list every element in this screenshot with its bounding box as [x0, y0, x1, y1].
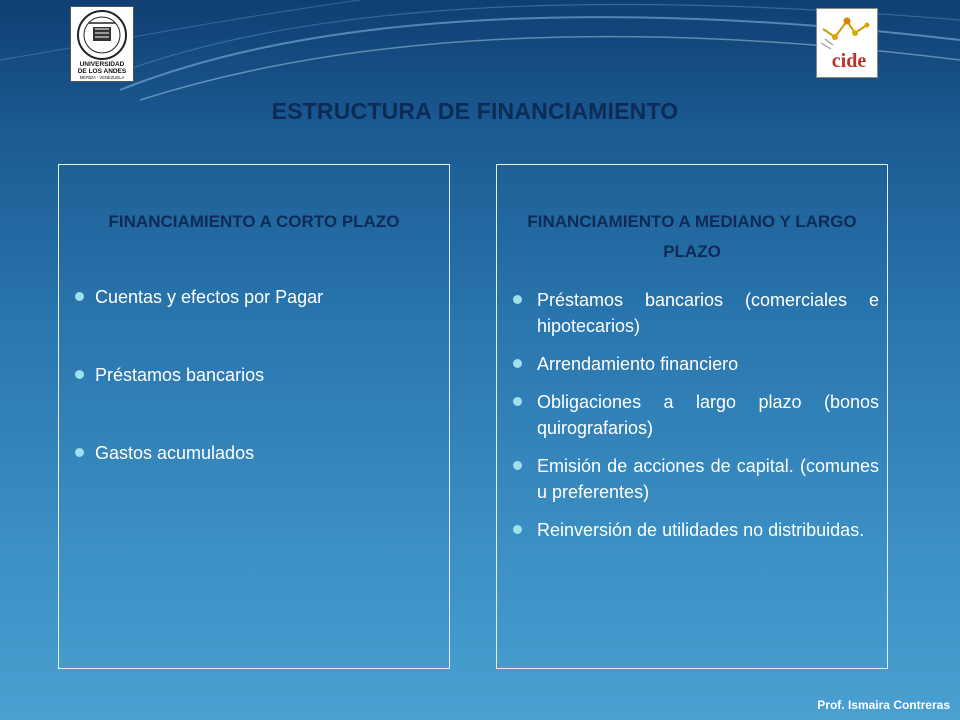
- university-name-line3: MÉRIDA - VENEZUELA: [79, 75, 125, 80]
- short-term-list: [59, 285, 449, 465]
- list-item-text: Préstamos bancarios: [95, 365, 265, 385]
- bullet-icon: [75, 448, 84, 457]
- list-item: [513, 517, 879, 543]
- cide-logo: [816, 8, 878, 78]
- list-item-text: Préstamos bancarios (comerciales e hipotecarios): [537, 290, 879, 336]
- university-seal-icon: [71, 7, 133, 81]
- list-item: [513, 287, 879, 339]
- list-item: [513, 351, 879, 377]
- list-item-text: Gastos acumulados: [95, 443, 255, 463]
- bullet-icon: [513, 295, 522, 304]
- author-footer: Prof. Ismaira Contreras: [817, 698, 950, 712]
- short-term-panel: [58, 164, 450, 669]
- list-item-text: Cuentas y efectos por Pagar: [95, 287, 324, 307]
- bullet-icon: [75, 370, 84, 379]
- list-item: [75, 441, 449, 465]
- list-item: [513, 389, 879, 441]
- bullet-icon: [513, 359, 522, 368]
- list-item-text: Obligaciones a largo plazo (bonos quirografarios): [537, 392, 879, 438]
- cide-logo-icon: [817, 9, 877, 77]
- bullet-icon: [513, 461, 522, 470]
- long-term-panel: [496, 164, 888, 669]
- long-term-list: [497, 287, 887, 543]
- cide-logo-text: cide: [831, 50, 867, 72]
- list-item: [513, 453, 879, 505]
- list-item-text: Arrendamiento financiero: [537, 354, 739, 374]
- bullet-icon: [75, 292, 84, 301]
- university-logo: [70, 6, 134, 82]
- list-item-text: Emisión de acciones de capital. (comunes u preferentes): [537, 456, 879, 502]
- bullet-icon: [513, 525, 522, 534]
- list-item: [75, 285, 449, 309]
- list-item-text: Reinversión de utilidades no distribuidas.: [537, 520, 865, 540]
- long-term-heading: FINANCIAMIENTO A MEDIANO Y LARGO PLAZO: [527, 212, 857, 261]
- slide-title: ESTRUCTURA DE FINANCIAMIENTO: [271, 98, 679, 124]
- bullet-icon: [513, 397, 522, 406]
- university-name-line1: UNIVERSIDAD: [79, 61, 125, 68]
- university-name-line2: DE LOS ANDES: [77, 68, 127, 75]
- short-term-heading: FINANCIAMIENTO A CORTO PLAZO: [108, 212, 400, 231]
- list-item: [75, 363, 449, 387]
